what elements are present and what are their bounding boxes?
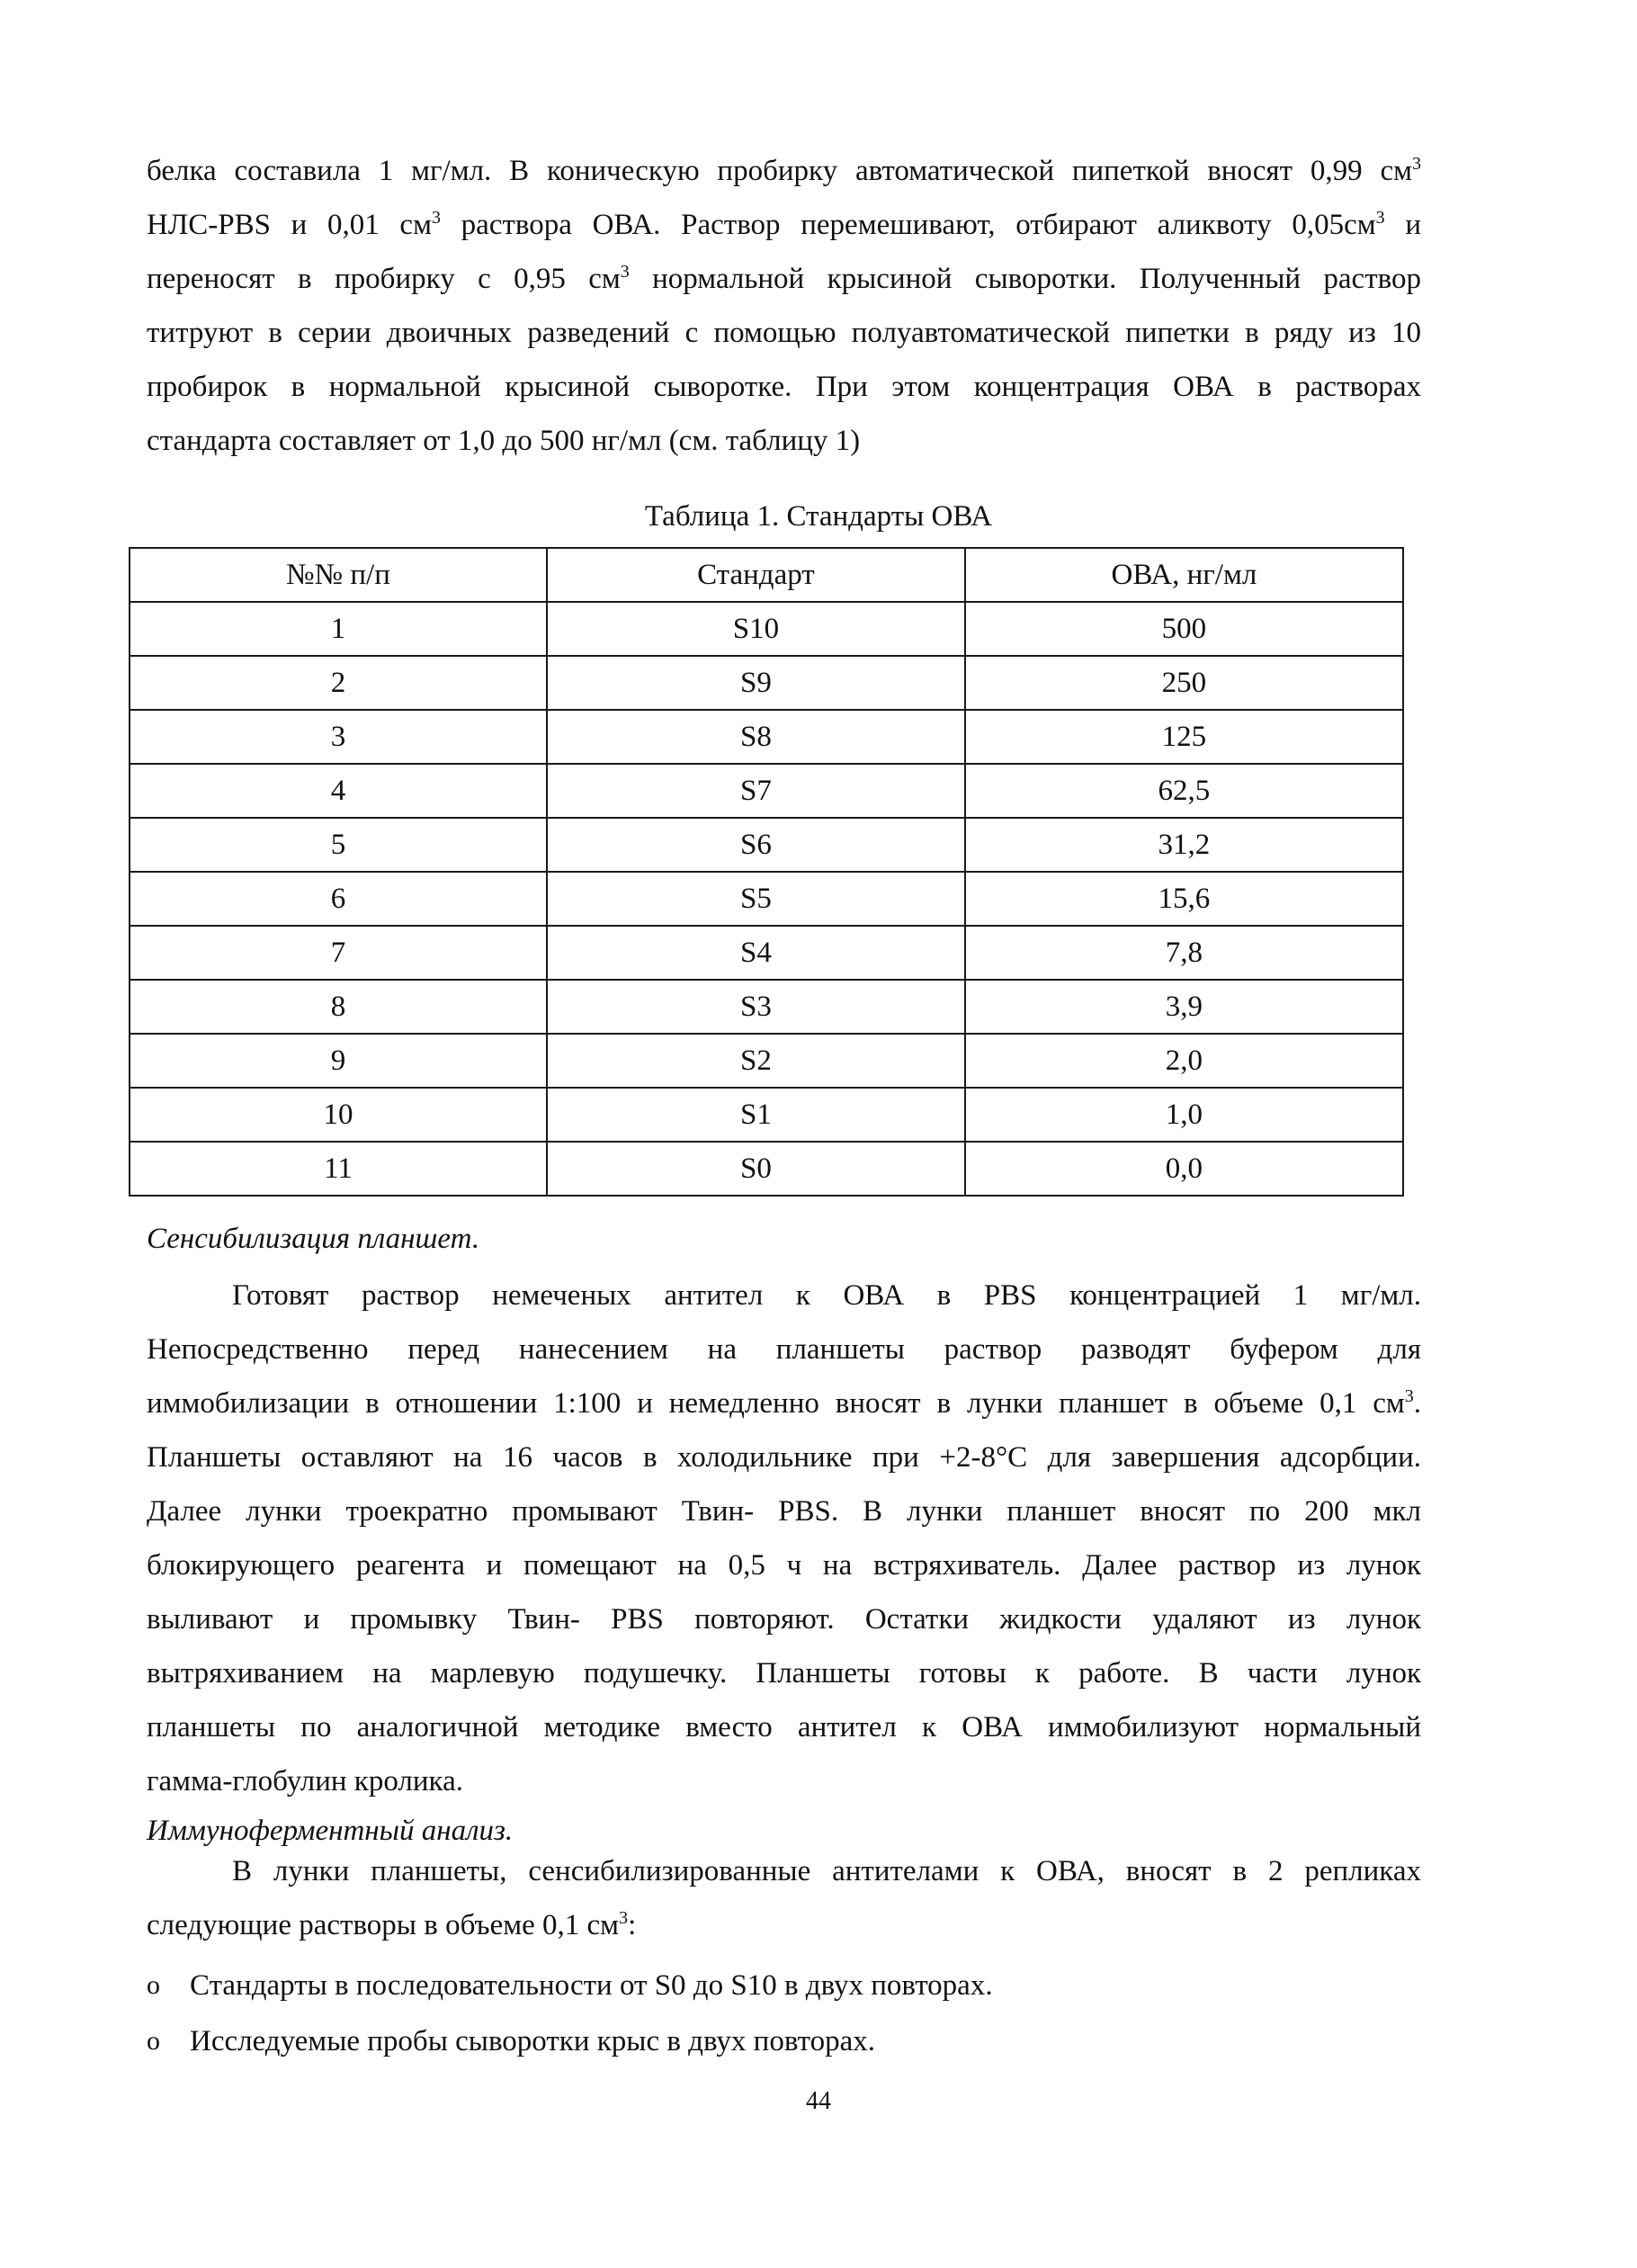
table-cell: 3,9 bbox=[965, 980, 1403, 1034]
table-cell: 9 bbox=[130, 1034, 547, 1088]
body-line: иммобилизации в отношении 1:100 и немедленно вносят в лунки планшет в объеме 0,1 $см^3$. bbox=[147, 1386, 1421, 1420]
body-line: блокирующего реагента и помещают на 0,5 ч на встряхиватель. Далее раствор из лунок bbox=[147, 1549, 1421, 1582]
table-cell: 7 bbox=[130, 926, 547, 980]
table-cell: 10 bbox=[130, 1088, 547, 1142]
table-cell: 5 bbox=[130, 818, 547, 872]
body-line: Непосредственно перед нанесением на планшеты раствор разводят буфером для bbox=[147, 1333, 1421, 1366]
table-cell: 1 bbox=[130, 602, 547, 656]
bullet-marker: o bbox=[147, 2026, 160, 2056]
intro-line: пробирок в нормальной крысиной сыворотке. При этом концентрация ОВА в растворах bbox=[147, 371, 1421, 403]
table-cell: 500 bbox=[965, 602, 1403, 656]
table-header-cell: Стандарт bbox=[547, 548, 965, 602]
body-line: В лунки планшеты, сенсибилизированные антителами к ОВА, вносят в 2 репликах bbox=[232, 1855, 1421, 1887]
table-cell: S7 bbox=[547, 764, 965, 818]
immunoassay-paragraph bbox=[147, 1844, 1421, 1952]
intro-line: НЛС-PBS и 0,01 $см^3$ раствора ОВА. Раствор перемешивают, отбирают аликвоту $0,05см^3$ и bbox=[147, 208, 1421, 241]
table-cell: 15,6 bbox=[965, 872, 1403, 926]
table-cell: 11 bbox=[130, 1142, 547, 1196]
table-cell: S2 bbox=[547, 1034, 965, 1088]
table-cell: 3 bbox=[130, 710, 547, 764]
table-cell: 0,0 bbox=[965, 1142, 1403, 1196]
table-cell: 62,5 bbox=[965, 764, 1403, 818]
table-row bbox=[130, 818, 1403, 872]
table-cell: 2 bbox=[130, 656, 547, 710]
table-row bbox=[130, 1142, 1403, 1196]
sensitization-paragraph bbox=[147, 1268, 1421, 1808]
table-row bbox=[130, 1034, 1403, 1088]
table-cell: S6 bbox=[547, 818, 965, 872]
intro-line: стандарта составляет от 1,0 до 500 нг/мл (см. таблицу 1) bbox=[147, 425, 861, 457]
table-cell: S10 bbox=[547, 602, 965, 656]
table-cell: 250 bbox=[965, 656, 1403, 710]
table-cell: S3 bbox=[547, 980, 965, 1034]
body-line: вытряхиванием на марлевую подушечку. Планшеты готовы к работе. В части лунок bbox=[147, 1657, 1421, 1690]
section-heading-immunoassay: Иммуноферментный анализ. bbox=[147, 1815, 514, 1847]
list-item bbox=[147, 2013, 1421, 2069]
table-row bbox=[130, 602, 1403, 656]
table-cell: 6 bbox=[130, 872, 547, 926]
bullet-list bbox=[147, 1958, 1421, 2069]
table-cell: S0 bbox=[547, 1142, 965, 1196]
table-cell: 7,8 bbox=[965, 926, 1403, 980]
table-cell: 2,0 bbox=[965, 1034, 1403, 1088]
table-cell: S4 bbox=[547, 926, 965, 980]
body-line: Готовят раствор немеченых антител к ОВА в PBS концентрацией 1 мг/мл. bbox=[232, 1279, 1421, 1312]
table-header-row bbox=[130, 548, 1403, 602]
table-header-cell: №№ п/п bbox=[130, 548, 547, 602]
page-number: 44 bbox=[806, 2087, 831, 2115]
list-item-text: Стандарты в последовательности от S0 до S10 в двух повторах. bbox=[190, 1968, 993, 2002]
table-cell: 4 bbox=[130, 764, 547, 818]
table-cell: 125 bbox=[965, 710, 1403, 764]
table-cell: S9 bbox=[547, 656, 965, 710]
table-row bbox=[130, 980, 1403, 1034]
list-item-text: Исследуемые пробы сыворотки крыс в двух повторах. bbox=[190, 2024, 875, 2057]
body-line: следующие растворы в объеме 0,1 $см^3$: bbox=[147, 1908, 637, 1941]
body-line: Далее лунки троекратно промывают Твин- PBS. В лунки планшет вносят по 200 мкл bbox=[147, 1495, 1421, 1528]
table-row bbox=[130, 1088, 1403, 1142]
table-caption: Таблица 1. Стандарты ОВА bbox=[644, 500, 993, 533]
table-row bbox=[130, 872, 1403, 926]
intro-line: белка составила 1 мг/мл. В коническую пробирку автоматической пипеткой вносят 0,99 $см^3$ bbox=[147, 154, 1421, 187]
table-cell: S5 bbox=[547, 872, 965, 926]
table-cell: S1 bbox=[547, 1088, 965, 1142]
table-row bbox=[130, 764, 1403, 818]
standards-table bbox=[129, 547, 1404, 1197]
list-item bbox=[147, 1958, 1421, 2013]
body-line: гамма-глобулин кролика. bbox=[147, 1765, 463, 1797]
table-header-cell: ОВА, нг/мл bbox=[965, 548, 1403, 602]
intro-line: переносят в пробирку с 0,95 $см^3$ нормальной крысиной сыворотки. Полученный раствор bbox=[147, 262, 1421, 295]
table-cell: 31,2 bbox=[965, 818, 1403, 872]
body-line: Планшеты оставляют на 16 часов в холодильнике при +2-8°С для завершения адсорбции. bbox=[147, 1441, 1421, 1474]
table-row bbox=[130, 710, 1403, 764]
bullet-marker: o bbox=[147, 1970, 160, 2000]
table-cell: S8 bbox=[547, 710, 965, 764]
intro-paragraph bbox=[147, 144, 1421, 468]
body-line: планшеты по аналогичной методике вместо антител к ОВА иммобилизуют нормальный bbox=[147, 1711, 1421, 1744]
table-cell: 1,0 bbox=[965, 1088, 1403, 1142]
table-cell: 8 bbox=[130, 980, 547, 1034]
section-heading-sensitization: Сенсибилизация планшет. bbox=[147, 1223, 480, 1255]
intro-line: титруют в серии двоичных разведений с помощью полуавтоматической пипетки в ряду из 10 bbox=[147, 317, 1421, 349]
table-row bbox=[130, 656, 1403, 710]
table-row bbox=[130, 926, 1403, 980]
body-line: выливают и промывку Твин- PBS повторяют. Остатки жидкости удаляют из лунок bbox=[147, 1603, 1421, 1636]
